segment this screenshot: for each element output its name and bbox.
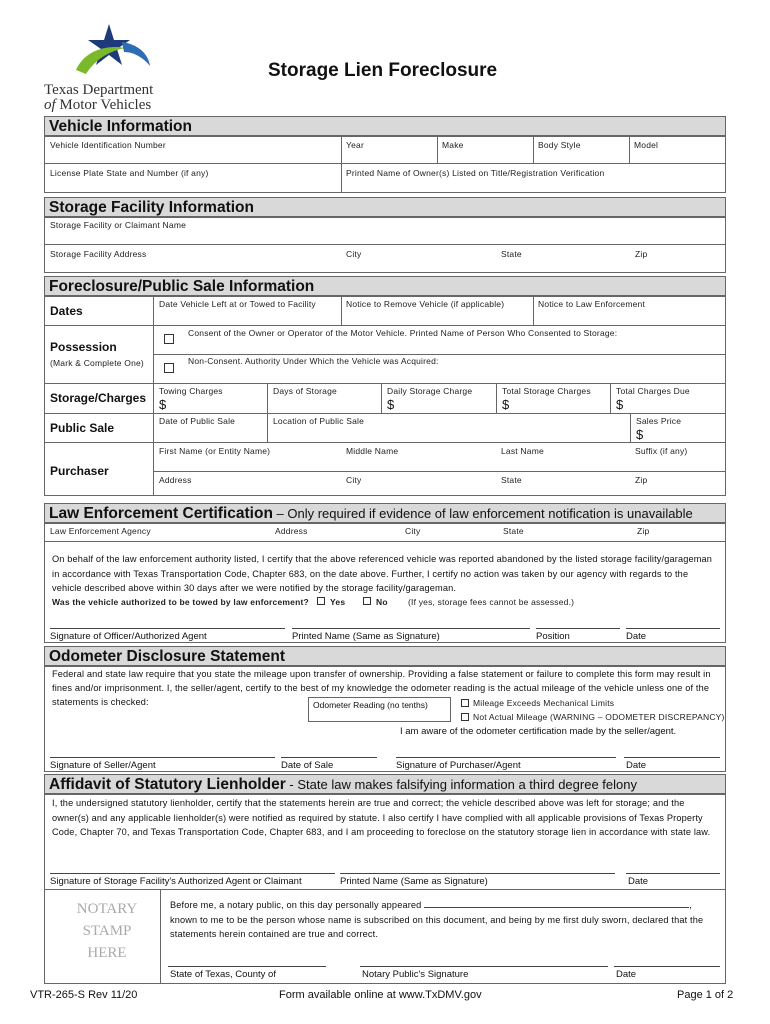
sales-price-dollar-sign: $ [636, 427, 644, 442]
purchaser-zip-field[interactable]: Zip [635, 475, 648, 485]
county-line[interactable]: State of Texas, County of [170, 969, 276, 980]
purchaser-middle-field[interactable]: Middle Name [346, 446, 399, 456]
law-certification-text: On behalf of the law enforcement authority listed, I certify that the above referenced vehicle was reported abandoned by the listed storage facility/garageman in accordance with Texas Transportation Code, Chapter 683, on the date above. Further, I certify no action was taken by our agency with regards to the vehicle described above within 30 days after we were notified by the storage facility/garageman. [52, 554, 713, 593]
purchaser-state-field[interactable]: State [501, 475, 522, 485]
sales-price-field[interactable]: Sales Price [636, 416, 682, 426]
purchaser-first-field[interactable]: First Name (or Entity Name) [159, 446, 271, 456]
section-vehicle-heading: Vehicle Information [44, 116, 726, 136]
daily-charge-field[interactable]: Daily Storage Charge [387, 386, 473, 396]
total-storage-dollar-sign: $ [502, 397, 510, 412]
notary-text: Before me, a notary public, on this day personally appeared , known to me to be the person whose name is subscribed on this document, and being by me first duly sworn, declared that the statements herein contained are true and correct. [170, 900, 704, 939]
days-storage-field[interactable]: Days of Storage [273, 386, 337, 396]
purchaser-signature-line[interactable]: Signature of Purchaser/Agent [396, 760, 521, 771]
notary-signature-line[interactable]: Notary Public's Signature [362, 969, 469, 980]
odometer-disclosure-text: Federal and state law require that you state the mileage upon transfer of ownership. Providing a false statement or failure to complete this form may result in fines and/or imprisonment. I, the seller/agent, certify to the best of my knowledge the odometer reading is the actual mileage of the vehicle unless one of the statements is checked: [52, 669, 711, 707]
txdmv-logo [44, 22, 174, 114]
date-sale-field[interactable]: Date of Public Sale [159, 416, 236, 426]
not-actual-checkbox[interactable] [461, 713, 469, 721]
online-link[interactable]: Form available online at www.TxDMV.gov [279, 989, 482, 1001]
nonconsent-field[interactable]: Non-Consent. Authority Under Which the Vehicle was Acquired: [188, 356, 439, 366]
officer-printed-name-line[interactable]: Printed Name (Same as Signature) [292, 631, 440, 642]
daily-dollar-sign: $ [387, 397, 395, 412]
affidavit-text: I, the undersigned statutory lienholder, certify that the statements herein are true and correct; the vehicle described above was left for storage; and the owner(s) and any applicable lienholder(s) were notified as required by statute. I also certify I have complied with all applicable provisions of Texas Property Code, Chapter 70, and Texas Transportation Code, Chapter 683, and I am proceeding to foreclose on the statutory storage lien in accordance with state law. [52, 798, 711, 837]
body-style-field[interactable]: Body Style [538, 140, 581, 150]
towed-yes-label: Yes [330, 597, 346, 607]
towed-no-checkbox[interactable] [363, 597, 371, 605]
plate-field[interactable]: License Plate State and Number (if any) [50, 168, 209, 178]
towed-question: Was the vehicle authorized to be towed by law enforcement? [52, 597, 309, 607]
public-sale-label: Public Sale [50, 421, 115, 435]
purchaser-label: Purchaser [50, 464, 109, 478]
date-left-field[interactable]: Date Vehicle Left at or Towed to Facility [159, 299, 316, 309]
storage-zip-field[interactable]: Zip [635, 249, 648, 259]
owners-field[interactable]: Printed Name of Owner(s) Listed on Title/Registration Verification [346, 168, 605, 178]
nonconsent-checkbox[interactable] [164, 363, 174, 373]
not-actual-label: Not Actual Mileage (WARNING – ODOMETER DISCREPANCY) [473, 712, 725, 722]
make-field[interactable]: Make [442, 140, 464, 150]
year-field[interactable]: Year [346, 140, 364, 150]
aware-statement: I am aware of the odometer certification made by the seller/agent. [400, 726, 677, 737]
agency-name-line2: of Motor Vehicles [44, 97, 152, 113]
possession-note: (Mark & Complete One) [50, 358, 144, 368]
officer-signature-line[interactable]: Signature of Officer/Authorized Agent [50, 631, 207, 642]
total-due-field[interactable]: Total Charges Due [616, 386, 690, 396]
law-city-field[interactable]: City [405, 526, 421, 536]
law-zip-field[interactable]: Zip [637, 526, 650, 536]
section-affidavit-heading: Affidavit of Statutory Lienholder - State law makes falsifying information a third degree felony [44, 774, 726, 794]
section-storage-heading: Storage Facility Information [44, 197, 726, 217]
notary-stamp-area: NOTARY STAMP HERE [76, 901, 138, 961]
exceeds-limits-checkbox[interactable] [461, 699, 469, 707]
law-state-field[interactable]: State [503, 526, 524, 536]
law-address-field[interactable]: Address [275, 526, 308, 536]
purchaser-date-line[interactable]: Date [626, 760, 647, 771]
location-sale-field[interactable]: Location of Public Sale [273, 416, 365, 426]
storage-charges-label: Storage/Charges [50, 391, 147, 405]
seller-signature-line[interactable]: Signature of Seller/Agent [50, 760, 156, 771]
odometer-reading-field[interactable]: Odometer Reading (no tenths) [308, 697, 451, 722]
towed-no-label: No [376, 597, 388, 607]
dates-label: Dates [50, 304, 83, 318]
agency-name-line1: Texas Department [44, 82, 154, 98]
law-agency-field[interactable]: Law Enforcement Agency [50, 526, 151, 536]
page-title: Storage Lien Foreclosure [268, 60, 498, 81]
agent-signature-line[interactable]: Signature of Storage Facility's Authorized Agent or Claimant [50, 876, 302, 887]
notary-date-line[interactable]: Date [616, 969, 637, 980]
towed-note: (If yes, storage fees cannot be assessed.) [408, 597, 575, 607]
exceeds-limits-label: Mileage Exceeds Mechanical Limits [473, 698, 615, 708]
star-logo-icon [64, 22, 154, 82]
total-storage-field[interactable]: Total Storage Charges [502, 386, 591, 396]
possession-label: Possession [50, 340, 117, 354]
consent-field[interactable]: Consent of the Owner or Operator of the Motor Vehicle. Printed Name of Person Who Consented to Storage: [188, 328, 618, 338]
purchaser-suffix-field[interactable]: Suffix (if any) [635, 446, 688, 456]
purchaser-last-field[interactable]: Last Name [501, 446, 544, 456]
page-number: Page 1 of 2 [677, 989, 734, 1001]
officer-position-line[interactable]: Position [536, 631, 570, 642]
storage-city-field[interactable]: City [346, 249, 362, 259]
consent-checkbox[interactable] [164, 334, 174, 344]
towing-dollar-sign: $ [159, 397, 167, 412]
section-foreclosure-heading: Foreclosure/Public Sale Information [44, 276, 726, 296]
total-due-dollar-sign: $ [616, 397, 624, 412]
purchaser-address-field[interactable]: Address [159, 475, 192, 485]
claimant-field[interactable]: Storage Facility or Claimant Name [50, 220, 187, 230]
vin-field[interactable]: Vehicle Identification Number [50, 140, 166, 150]
agent-date-line[interactable]: Date [628, 876, 649, 887]
notice-law-field[interactable]: Notice to Law Enforcement [538, 299, 646, 309]
section-odometer-heading: Odometer Disclosure Statement [44, 646, 726, 666]
date-of-sale-line[interactable]: Date of Sale [281, 760, 334, 771]
agent-printed-name-line[interactable]: Printed Name (Same as Signature) [340, 876, 488, 887]
purchaser-city-field[interactable]: City [346, 475, 362, 485]
storage-state-field[interactable]: State [501, 249, 522, 259]
foreclosure-box [44, 296, 726, 496]
notice-remove-field[interactable]: Notice to Remove Vehicle (if applicable) [346, 299, 505, 309]
officer-date-line[interactable]: Date [626, 631, 647, 642]
storage-address-field[interactable]: Storage Facility Address [50, 249, 147, 259]
form-id: VTR-265-S Rev 11/20 [30, 989, 138, 1001]
model-field[interactable]: Model [634, 140, 659, 150]
towing-charges-field[interactable]: Towing Charges [159, 386, 223, 396]
towed-yes-checkbox[interactable] [317, 597, 325, 605]
section-law-heading: Law Enforcement Certification – Only required if evidence of law enforcement notification is unavailable [44, 503, 726, 523]
